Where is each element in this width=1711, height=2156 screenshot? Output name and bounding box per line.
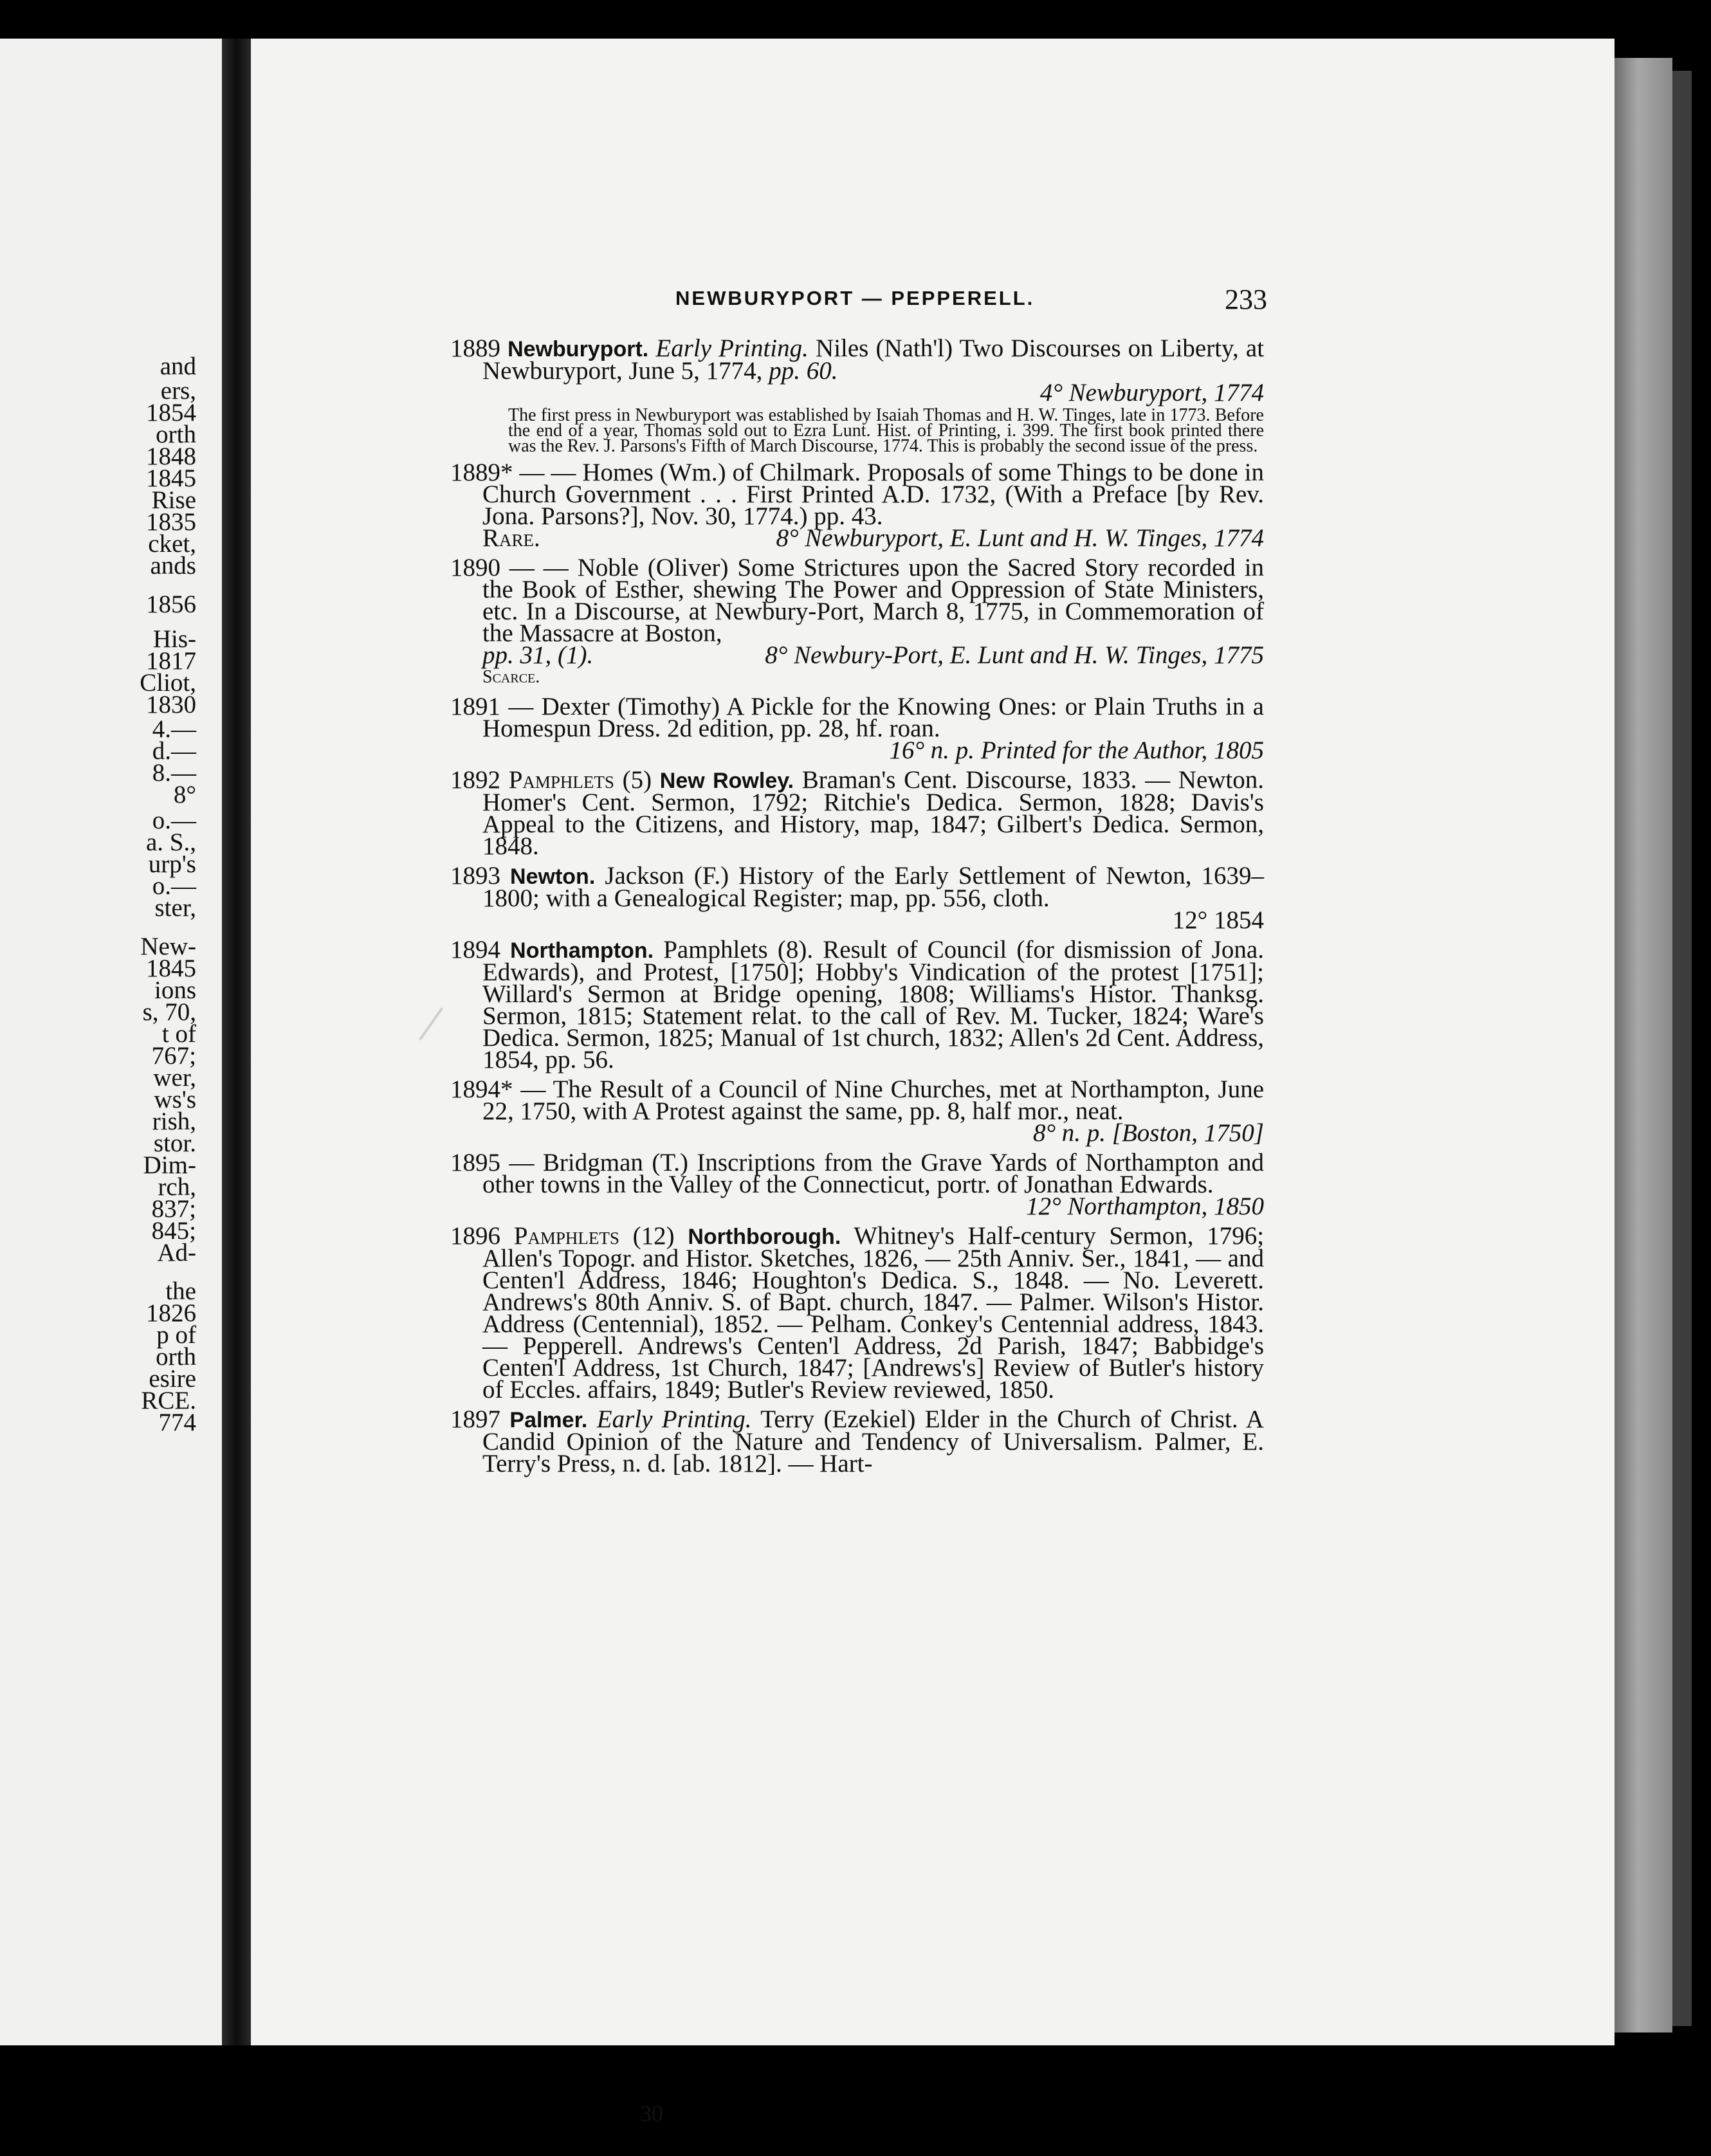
catalog-entry	[450, 766, 1265, 860]
entry-number: 1889	[450, 334, 500, 362]
catalog-entry	[450, 1075, 1265, 1147]
catalog-entry	[450, 459, 1265, 552]
entry-number: 1894*	[450, 1075, 513, 1103]
facing-page-fragment: 4.—	[152, 715, 196, 743]
catalog-entry	[450, 693, 1264, 764]
catalog-entries	[450, 334, 1265, 1483]
facing-page-fragment: 1854	[146, 399, 196, 426]
entry-heading: Northborough.	[688, 1225, 841, 1249]
entry-number: 1897	[450, 1405, 500, 1433]
facing-page-fragment: 845;	[151, 1217, 196, 1245]
facing-page-fragment: t of	[161, 1020, 196, 1048]
facing-page-fragment: Cliot,	[140, 669, 196, 697]
entry-imprint: 12° Northampton, 1850	[1026, 1192, 1264, 1220]
page-header	[425, 283, 1267, 322]
facing-page-fragment: rch,	[158, 1173, 196, 1201]
facing-page-fragment: ands	[150, 552, 196, 580]
entry-text: Pamphlets (8). Result of Council (for dismission of Jona. Edwards), and Protest, [1750]; Hobby's Vindication of the protest [1751]; Willard's Sermon at Bridge opening, 1808; Williams's Histor. Thanksg. Sermon, 1815; Statement relat. to the call of Rev. M. Tucker, 1824; Ware's Dedica. Sermon, 1825; Manual of 1st church, 1832; Allen's 2d Cent. Address, 1854, pp. 56.	[482, 936, 1264, 1073]
entry-text: — — Homes (Wm.) of Chilmark. Proposals of some Things to be done in Church Government . . . First Printed A.D. 1732, (With a Preface [by Rev. Jona. Parsons?], Nov. 30, 1774.) pp. 43.	[482, 459, 1265, 530]
facing-page-fragment: d.—	[152, 737, 196, 765]
facing-page-fragment: 837;	[151, 1195, 196, 1223]
catalog-entry	[450, 554, 1265, 688]
signature-mark: 30	[640, 2101, 663, 2126]
catalog-entry	[450, 1222, 1265, 1403]
entry-imprint-row	[482, 641, 1264, 669]
facing-page-fragment: p of	[156, 1321, 196, 1349]
facing-page-fragment: 767;	[151, 1042, 196, 1070]
entry-heading: Newton.	[510, 864, 596, 889]
entry-pages: pp. 31, (1).	[482, 641, 594, 669]
entry-imprint: 12° 1854	[1172, 906, 1264, 934]
entry-note: The first press in Newburyport was established by Isaiah Thomas and H. W. Tinges, late in 1773. Before the end of a year, Thomas sold out to Ezra Lunt. Hist. of Printing, i. 399. The first book printed there was the Rev. J. Parsons's Fifth of March Discourse, 1774. This is probably the second issue of the press.	[508, 405, 1264, 456]
facing-page-fragment: esire	[149, 1365, 196, 1393]
facing-page-fragment: ers,	[160, 377, 196, 405]
entry-heading: Palmer.	[509, 1408, 588, 1432]
catalog-entry	[450, 334, 1265, 456]
rarity-label: Scarce.	[482, 667, 540, 687]
facing-page-fragment: Dim-	[143, 1151, 196, 1179]
facing-page-fragment: stor.	[153, 1129, 196, 1157]
facing-page-fragment: wer,	[153, 1064, 196, 1092]
entry-number: 1896	[450, 1222, 500, 1250]
entry-number: 1894	[450, 936, 500, 964]
entry-number: 1890	[450, 554, 500, 581]
facing-page-fragment: ions	[154, 976, 196, 1004]
facing-page-fragment: orth	[156, 421, 196, 448]
catalog-entry	[450, 1405, 1264, 1477]
facing-page-fragment: ster,	[154, 894, 196, 922]
facing-page-fragment: 1826	[146, 1299, 196, 1327]
facing-page-fragment: orth	[156, 1343, 196, 1371]
entry-text: Jackson (F.) History of the Early Settlement of Newton, 1639–1800; with a Genealogical Register; map, pp. 556, cloth.	[482, 862, 1265, 912]
entry-heading: Newburyport.	[508, 337, 649, 361]
entry-number: 1891	[450, 693, 500, 720]
facing-page-fragment: 1845	[146, 955, 196, 982]
facing-page-fragment: 1830	[146, 691, 196, 718]
facing-page-fragment: urp's	[148, 850, 196, 878]
facing-page-fragment: 1817	[146, 647, 196, 675]
facing-page-fragment: 8.—	[152, 759, 196, 787]
entry-pages: pp. 60.	[769, 357, 838, 385]
facing-page-fragment: o.—	[152, 807, 196, 834]
facing-page-fragment: Rise	[151, 486, 196, 514]
entry-subject: Early Printing.	[655, 334, 809, 362]
facing-page-fragment: 1856	[146, 590, 196, 618]
page-number: 233	[1225, 284, 1267, 315]
facing-page-fragment: ws's	[154, 1086, 196, 1113]
entry-heading: Northampton.	[510, 938, 654, 963]
entry-prefix: Pamphlets (5)	[508, 766, 652, 794]
facing-page-fragment: Ad-	[157, 1239, 196, 1266]
catalog-entry	[450, 936, 1264, 1073]
entry-prefix: Pamphlets (12)	[513, 1222, 675, 1250]
facing-page-fragment: His-	[152, 625, 196, 653]
book-cover-edge	[1672, 71, 1692, 2026]
entry-imprint: 8° Newbury-Port, E. Lunt and H. W. Tinges, 1775	[765, 641, 1264, 669]
entry-subject: Early Printing.	[596, 1405, 752, 1433]
entry-text: Whitney's Half-century Sermon, 1796; Allen's Topogr. and Histor. Sketches, 1826, — 25th Anniv. Ser., 1841, — and Centen'l Address, 1846; Houghton's Dedica. S., 1848. — No. Leverett. Andrews's 80th Anniv. S. of Bapt. church, 1847. — Palmer. Wilson's Histor. Address (Centennial), 1852. — Pelham. Conkey's Centennial address, 1843. — Pepperell. Andrews's Centen'l Address, 2d Parish, 1847; Babbidge's Centen'l Address, 1st Church, 1847; [Andrews's] Review of Butler's history of Eccles. affairs, 1849; Butler's Review reviewed, 1850.	[482, 1222, 1265, 1403]
catalog-entry	[450, 1149, 1265, 1220]
facing-page-fragment: 1835	[146, 508, 196, 536]
entry-text: — The Result of a Council of Nine Churches, met at Northampton, June 22, 1750, with A Protest against the same, pp. 8, half mor., neat.	[482, 1075, 1265, 1125]
entry-imprint: 8° n. p. [Boston, 1750]	[1032, 1119, 1264, 1147]
entry-text: — Dexter (Timothy) A Pickle for the Knowing Ones: or Plain Truths in a Homespun Dress. 2d edition, pp. 28, hf. roan.	[482, 693, 1264, 742]
facing-page-fragment: a. S.,	[146, 828, 196, 856]
entry-imprint: 16° n. p. Printed for the Author, 1805	[889, 736, 1264, 764]
facing-page-fragment: o.—	[152, 872, 196, 900]
facing-page-fragment: RCE.	[141, 1387, 196, 1414]
entry-imprint: 8° Newburyport, E. Lunt and H. W. Tinges, 1774	[776, 524, 1264, 552]
entry-heading: New Rowley.	[659, 769, 794, 793]
facing-page-fragment: rish,	[152, 1108, 196, 1135]
left-page	[0, 39, 222, 2045]
entry-number: 1895	[450, 1149, 500, 1176]
facing-page-fragment: New-	[140, 933, 196, 960]
rarity-label: Rare.	[482, 524, 540, 552]
entry-text: Braman's Cent. Discourse, 1833. — Newton. Homer's Cent. Sermon, 1792; Ritchie's Dedica. Sermon, 1828; Davis's Appeal to the Citizens, and History, map, 1847; Gilbert's Dedica. Sermon, 1848.	[482, 766, 1265, 860]
entry-number: 1889*	[450, 459, 513, 486]
entry-text: Terry (Ezekiel) Elder in the Church of Christ. A Candid Opinion of the Nature and Tendency of Universalism. Palmer, E. Terry's Press, n. d. [ab. 1812]. — Hart-	[482, 1405, 1264, 1477]
book-gutter	[222, 39, 251, 2045]
facing-page-fragment: 774	[158, 1409, 196, 1436]
facing-page-fragment: s, 70,	[142, 998, 196, 1026]
facing-page-fragment: cket,	[148, 530, 196, 558]
entry-number: 1892	[450, 766, 500, 794]
entry-text: Niles (Nath'l) Two Discourses on Liberty, at Newburyport, June 5, 1774,	[482, 334, 1265, 385]
facing-page-fragment: 8°	[173, 781, 196, 808]
running-head: NEWBURYPORT — PEPPERELL.	[675, 287, 1035, 309]
catalog-entry	[450, 862, 1265, 934]
entry-number: 1893	[450, 862, 500, 890]
entry-text: — Bridgman (T.) Inscriptions from the Grave Yards of Northampton and other towns in the Valley of the Connecticut, portr. of Jonathan Edwards.	[482, 1149, 1265, 1198]
entry-text: — — Noble (Oliver) Some Strictures upon the Sacred Story recorded in the Book of Esther, shewing The Power and Oppression of State Ministers, etc. In a Discourse, at Newbury-Port, March 8, 1775, in Commemoration of the Massacre at Boston,	[482, 554, 1265, 647]
page-edges	[1615, 58, 1672, 2033]
facing-page-fragment: the	[165, 1277, 196, 1305]
facing-page-fragment: and	[160, 352, 196, 380]
entry-imprint-row	[482, 524, 1264, 552]
entry-imprint: 4° Newburyport, 1774	[1039, 379, 1264, 407]
facing-page-fragment: 1845	[146, 464, 196, 492]
facing-page-fragment: 1848	[146, 443, 196, 470]
